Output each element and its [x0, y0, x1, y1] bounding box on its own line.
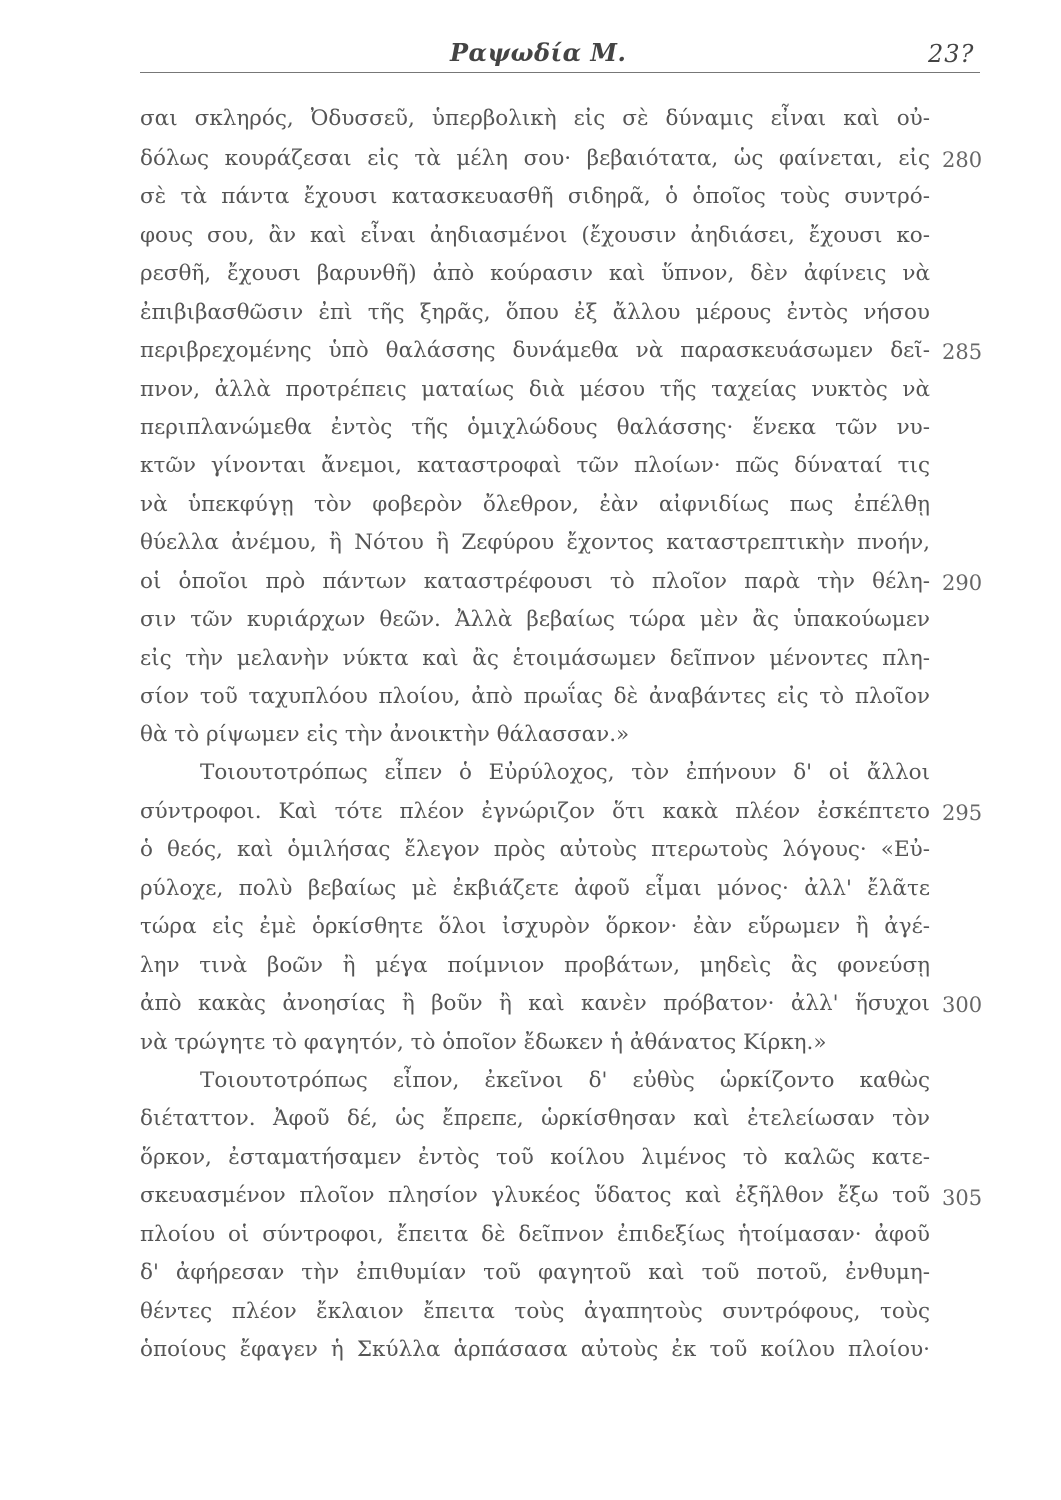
- text-line: σιν τῶν κυριάρχων θεῶν. Ἀλλὰ βεβαίως τώρα μὲν ἂς ὑπακούωμεν: [140, 607, 930, 632]
- text-line: Τοιουτοτρόπως εἶπον, ἐκεῖνοι δ' εὐθὺς ὡρκίζοντο καθὼς: [200, 1068, 930, 1093]
- text-line: ὁ θεός, καὶ ὁμιλήσας ἔλεγον πρὸς αὐτοὺς πτερωτοὺς λόγους· «Εὐ-: [140, 837, 930, 862]
- line-number: 280: [942, 148, 983, 172]
- text-line: σὲ τὰ πάντα ἔχουσι κατασκευασθῆ σιδηρᾶ, ὁ ὁποῖος τοὺς συντρό-: [140, 184, 930, 209]
- page-number: 23?: [928, 40, 975, 68]
- text-line: διέταττον. Ἀφοῦ δέ, ὡς ἔπρεπε, ὡρκίσθησαν καὶ ἐτελείωσαν τὸν: [140, 1106, 930, 1131]
- header-rule: [140, 72, 980, 73]
- text-line: πνον, ἀλλὰ προτρέπεις ματαίως διὰ μέσου τῆς ταχείας νυκτὸς νὰ: [140, 377, 930, 402]
- line-number: 300: [942, 993, 983, 1017]
- text-line: θέντες πλέον ἔκλαιον ἔπειτα τοὺς ἀγαπητοὺς συντρόφους, τοὺς: [140, 1299, 930, 1324]
- text-line: νὰ ὑπεκφύγῃ τὸν φοβερὸν ὄλεθρον, ἐὰν αἰφνιδίως πως ἐπέλθῃ: [140, 492, 930, 517]
- line-number: 295: [942, 801, 983, 825]
- text-line: λην τινὰ βοῶν ἢ μέγα ποίμνιον προβάτων, μηδεὶς ἂς φονεύσῃ: [140, 953, 930, 978]
- text-line: περιβρεχομένης ὑπὸ θαλάσσης δυνάμεθα νὰ παρασκευάσωμεν δεῖ-: [140, 338, 930, 363]
- text-line: οἱ ὁποῖοι πρὸ πάντων καταστρέφουσι τὸ πλοῖον παρὰ τὴν θέλη-: [140, 569, 930, 594]
- text-line: ρεσθῆ, ἔχουσι βαρυνθῆ) ἀπὸ κούρασιν καὶ ὕπνον, δὲν ἀφίνεις νὰ: [140, 261, 930, 286]
- line-number: 305: [942, 1186, 983, 1210]
- running-title: Ραψωδία Μ.: [450, 38, 627, 67]
- text-line: θύελλα ἀνέμου, ἢ Νότου ἢ Ζεφύρου ἔχοντος καταστρεπτικὴν πνοήν,: [140, 530, 930, 555]
- text-line: ὅρκον, ἐσταματήσαμεν ἐντὸς τοῦ κοίλου λιμένος τὸ καλῶς κατε-: [140, 1145, 930, 1170]
- text-line: ρύλοχε, πολὺ βεβαίως μὲ ἐκβιάζετε ἀφοῦ εἶμαι μόνος· ἀλλ' ἔλᾶτε: [140, 876, 930, 901]
- text-line: φους σου, ἂν καὶ εἶναι ἀηδιασμένοι (ἔχουσιν ἀηδιάσει, ἔχουσι κο-: [140, 223, 930, 248]
- text-line: νὰ τρώγητε τὸ φαγητόν, τὸ ὁποῖον ἔδωκεν ἡ ἀθάνατος Κίρκη.»: [140, 1030, 827, 1055]
- text-line: Τοιουτοτρόπως εἶπεν ὁ Εὐρύλοχος, τὸν ἐπήνουν δ' οἱ ἄλλοι: [200, 760, 930, 785]
- text-line: εἰς τὴν μελανὴν νύκτα καὶ ἂς ἑτοιμάσωμεν δεῖπνον μένοντες πλη-: [140, 646, 930, 671]
- line-number: 285: [942, 340, 983, 364]
- text-line: σκευασμένον πλοῖον πλησίον γλυκέος ὕδατος καὶ ἐξῆλθον ἔξω τοῦ: [140, 1183, 930, 1208]
- text-line: περιπλανώμεθα ἐντὸς τῆς ὁμιχλώδους θαλάσσης· ἕνεκα τῶν νυ-: [140, 415, 930, 440]
- text-line: ὁποίους ἔφαγεν ἡ Σκύλλα ἁρπάσασα αὐτοὺς ἐκ τοῦ κοίλου πλοίου·: [140, 1337, 930, 1362]
- line-number: 290: [942, 571, 983, 595]
- text-line: τώρα εἰς ἐμὲ ὁρκίσθητε ὅλοι ἰσχυρὸν ὅρκον· ἐὰν εὕρωμεν ἢ ἀγέ-: [140, 914, 930, 939]
- text-line: σαι σκληρός, Ὀδυσσεῦ, ὑπερβολικὴ εἰς σὲ δύναμις εἶναι καὶ οὐ-: [140, 106, 930, 131]
- text-line: δόλως κουράζεσαι εἰς τὰ μέλη σου· βεβαιότατα, ὡς φαίνεται, εἰς: [140, 146, 930, 171]
- text-line: θὰ τὸ ρίψωμεν εἰς τὴν ἀνοικτὴν θάλασσαν.»: [140, 722, 630, 747]
- text-line: ἀπὸ κακὰς ἀνοησίας ἢ βοῦν ἢ καὶ κανὲν πρόβατον· ἀλλ' ἥσυχοι: [140, 991, 930, 1016]
- text-line: ἐπιβιβασθῶσιν ἐπὶ τῆς ξηρᾶς, ὅπου ἐξ ἄλλου μέρους ἐντὸς νήσου: [140, 300, 930, 325]
- text-line: σίον τοῦ ταχυπλόου πλοίου, ἀπὸ πρωΐας δὲ ἀναβάντες εἰς τὸ πλοῖον: [140, 684, 930, 709]
- text-line: δ' ἀφήρεσαν τὴν ἐπιθυμίαν τοῦ φαγητοῦ καὶ τοῦ ποτοῦ, ἐνθυμη-: [140, 1260, 930, 1285]
- text-line: κτῶν γίνονται ἄνεμοι, καταστροφαὶ τῶν πλοίων· πῶς δύναταί τις: [140, 453, 930, 478]
- text-line: πλοίου οἱ σύντροφοι, ἔπειτα δὲ δεῖπνον ἐπιδεξίως ἡτοίμασαν· ἀφοῦ: [140, 1222, 930, 1247]
- text-line: σύντροφοι. Καὶ τότε πλέον ἐγνώριζον ὅτι κακὰ πλέον ἐσκέπτετο: [140, 799, 930, 824]
